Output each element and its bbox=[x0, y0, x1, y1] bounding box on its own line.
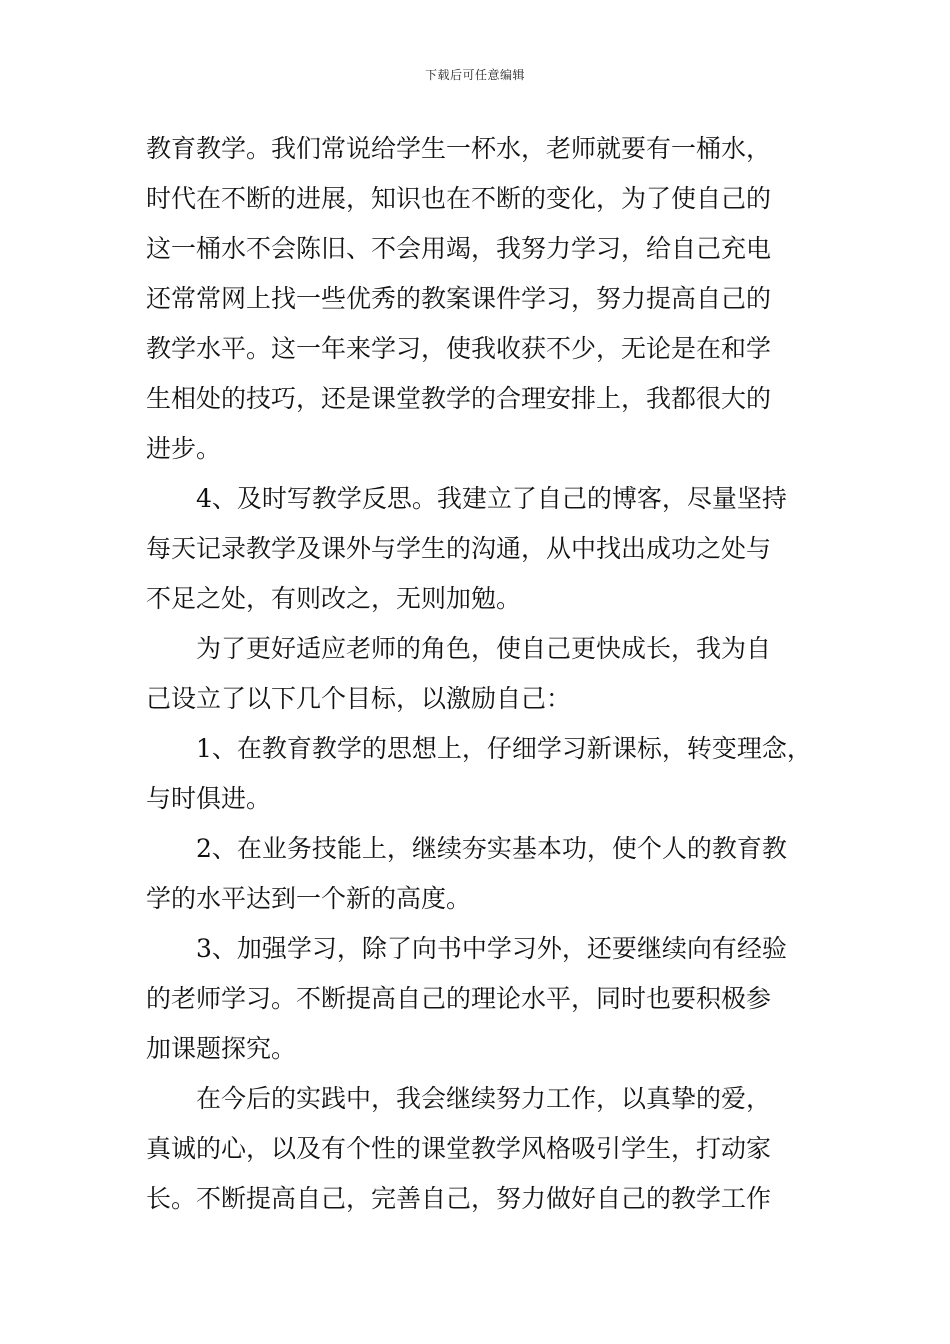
text-line: 己设立了以下几个目标，以激励自己： bbox=[146, 684, 572, 713]
page-header: 下载后可任意编辑 bbox=[424, 68, 525, 82]
text-line: 的老师学习。不断提高自己的理论水平，同时也要积极参 bbox=[146, 984, 772, 1013]
text-line: 在今后的实践中，我会继续努力工作，以真挚的爱， bbox=[196, 1084, 772, 1113]
document-body bbox=[146, 124, 826, 1224]
text-line: 生相处的技巧，还是课堂教学的合理安排上，我都很大的 bbox=[146, 384, 772, 413]
text-line: 时代在不断的进展，知识也在不断的变化，为了使自己的 bbox=[146, 184, 772, 213]
text-line: 教学水平。这一年来学习，使我收获不少，无论是在和学 bbox=[146, 334, 772, 363]
text-line: 真诚的心，以及有个性的课堂教学风格吸引学生，打动家 bbox=[146, 1134, 772, 1163]
text-line: 与时俱进。 bbox=[146, 784, 272, 813]
text-line: 不足之处，有则改之，无则加勉。 bbox=[146, 584, 522, 613]
text-line: 教育教学。我们常说给学生一杯水，老师就要有一桶水， bbox=[146, 134, 772, 163]
text-line: 加课题探究。 bbox=[146, 1034, 297, 1063]
text-line: 2、在业务技能上，继续夯实基本功，使个人的教育教 bbox=[196, 834, 787, 863]
text-line: 长。不断提高自己，完善自己，努力做好自己的教学工作 bbox=[146, 1184, 772, 1213]
text-line: 进步。 bbox=[146, 434, 222, 463]
text-line: 为了更好适应老师的角色，使自己更快成长，我为自 bbox=[196, 634, 772, 663]
text-line: 这一桶水不会陈旧、不会用竭，我努力学习，给自己充电 bbox=[146, 234, 772, 263]
text-line: 还常常网上找一些优秀的教案课件学习，努力提高自己的 bbox=[146, 284, 772, 313]
text-line: 学的水平达到一个新的高度。 bbox=[146, 884, 472, 913]
text-line: 每天记录教学及课外与学生的沟通，从中找出成功之处与 bbox=[146, 534, 772, 563]
text-line: 1、在教育教学的思想上，仔细学习新课标，转变理念， bbox=[196, 734, 812, 763]
text-line: 3、加强学习，除了向书中学习外，还要继续向有经验 bbox=[196, 934, 787, 963]
text-line: 4、及时写教学反思。我建立了自己的博客，尽量坚持 bbox=[196, 484, 787, 513]
